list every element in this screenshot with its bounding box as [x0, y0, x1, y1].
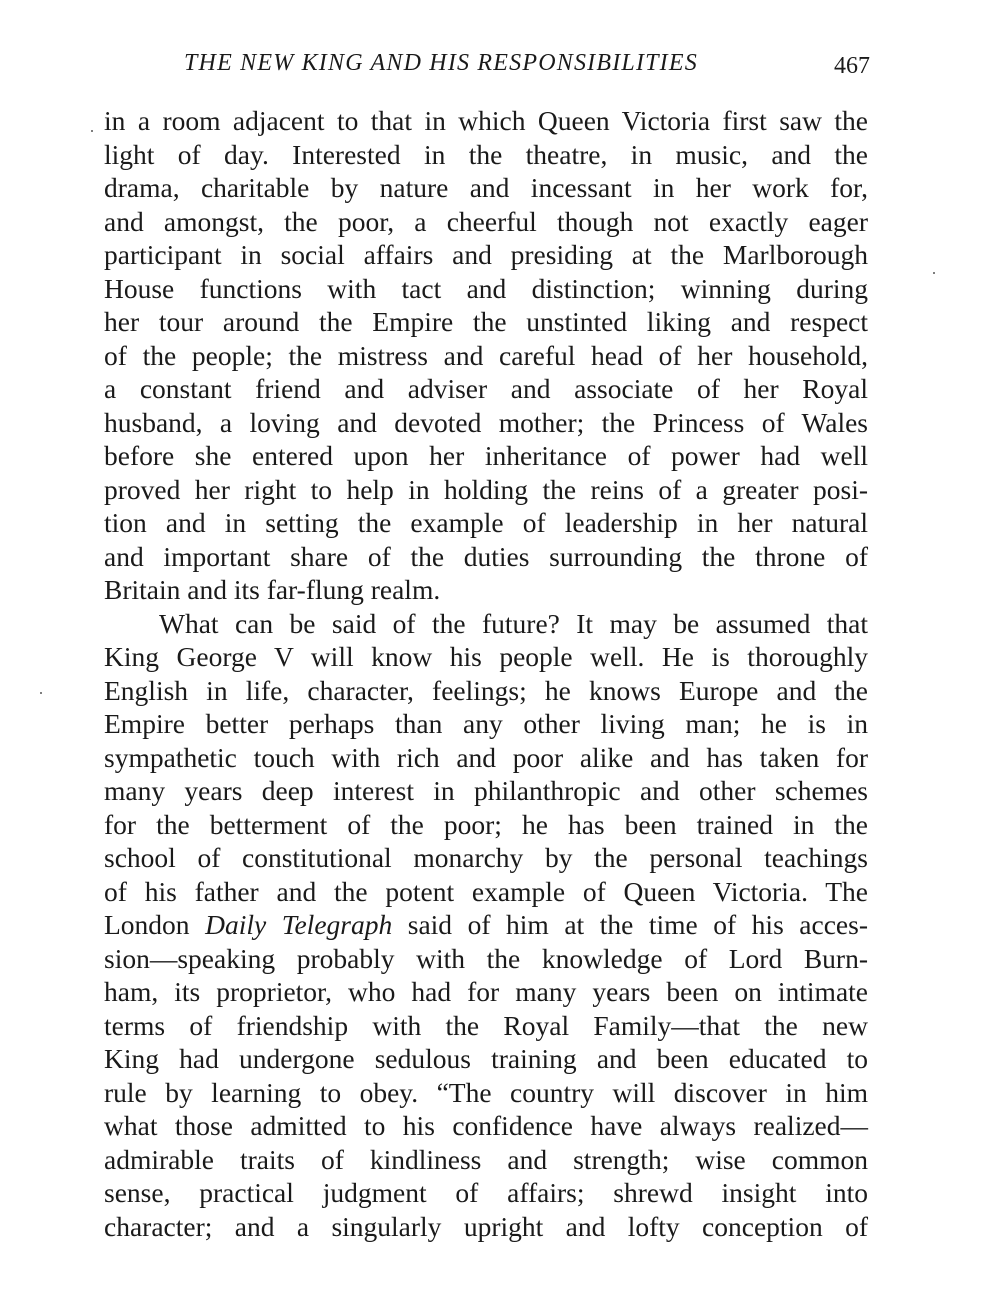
scan-speck [933, 272, 935, 274]
text-line: admirable traits of kindliness and strength; wise common [104, 1143, 868, 1175]
text-line: King George V will know his people well. He is thoroughly [104, 641, 868, 672]
text-line: her tour around the Empire the unstinted liking and respect [104, 306, 868, 337]
text-line: what those admitted to his confidence have always realized— [104, 1110, 868, 1141]
text-line: Empire better perhaps than any other living man; he is in [104, 708, 868, 739]
text-line: ham, its proprietor, who had for many years been on intimate [104, 976, 868, 1007]
text-line: of the people; the mistress and careful head of her household, [104, 339, 868, 371]
text-line: participant in social affairs and presiding at the Marlborough [104, 239, 868, 270]
text-line: rule by learning to obey. “The country will discover in him [104, 1076, 868, 1108]
text-line: What can be said of the future? It may be assumed that [159, 607, 868, 639]
text-line: light of day. Interested in the theatre, in music, and the [104, 138, 868, 170]
text-line: House functions with tact and distinction; winning during [104, 272, 868, 304]
text-line: of his father and the potent example of Queen Victoria. The [104, 875, 868, 907]
text-line: English in life, character, feelings; he knows Europe and the [104, 674, 868, 706]
running-title: THE NEW KING AND HIS RESPONSIBILITIES [184, 50, 698, 76]
text-line: sion—speaking probably with the knowledge of Lord Burn- [104, 942, 868, 974]
body-text [104, 104, 868, 1243]
text-line: drama, charitable by nature and incessant in her work for, [104, 172, 868, 203]
paragraph [104, 607, 868, 1244]
text-line: proved her right to help in holding the reins of a greater posi- [104, 473, 868, 505]
text-line: husband, a loving and devoted mother; the Princess of Wales [104, 406, 868, 438]
text-line: in a room adjacent to that in which Queen Victoria first saw the [104, 105, 868, 136]
text-line: sense, practical judgment of affairs; shrewd insight into [104, 1177, 868, 1208]
text-line: character; and a singularly upright and lofty conception of [104, 1210, 868, 1242]
running-head [100, 50, 872, 84]
text-line: and important share of the duties surrounding the throne of [104, 540, 868, 572]
text-line: before she entered upon her inheritance of power had well [104, 440, 868, 471]
text-line: a constant friend and adviser and associate of her Royal [104, 373, 868, 404]
scan-speck [40, 692, 42, 694]
paragraph [104, 104, 868, 607]
page-number: 467 [834, 53, 870, 79]
text-line: tion and in setting the example of leadership in her natural [104, 507, 868, 538]
text-line: many years deep interest in philanthropic and other schemes [104, 775, 868, 806]
text-line: sympathetic touch with rich and poor alike and has taken for [104, 741, 868, 773]
text-line: terms of friendship with the Royal Family—that the new [104, 1009, 868, 1041]
text-line: and amongst, the poor, a cheerful though not exactly eager [104, 205, 868, 237]
text-line: London Daily Telegraph said of him at the time of his acces- [104, 909, 868, 940]
text-line: for the betterment of the poor; he has been trained in the [104, 808, 868, 840]
text-line: Britain and its far-flung realm. [104, 574, 441, 605]
text-line: King had undergone sedulous training and been educated to [104, 1043, 868, 1074]
italic-title: Daily Telegraph [205, 909, 393, 940]
scan-speck [91, 130, 93, 132]
text-line: school of constitutional monarchy by the personal teachings [104, 842, 868, 873]
